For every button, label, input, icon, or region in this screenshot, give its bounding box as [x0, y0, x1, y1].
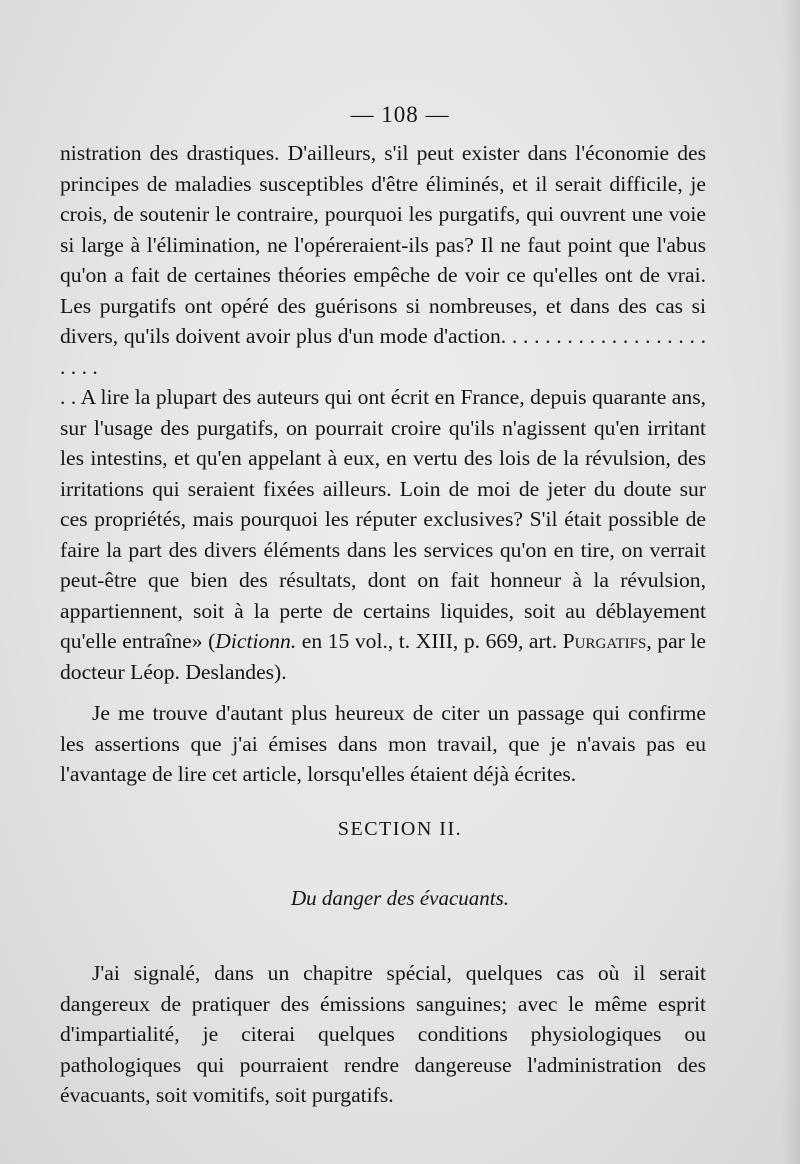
text-block-middle [60, 698, 706, 790]
page-edge-shadow [782, 0, 800, 1164]
citation-title: Dictionn. [215, 629, 297, 653]
page-number: — 108 — [350, 102, 450, 127]
citation-author: , par le docteur Léop. Deslandes). [60, 629, 707, 684]
paragraph-1: nistration des drastiques. D'ailleurs, s'il peut exister dans l'économie des principes de maladies susceptibles d'être éliminés, et il serait difficile, je crois, de soutenir le contraire, pourquoi les purgatifs, qui ouvrent une voie si large à l'élimination, ne l'opéreraient-ils pas? Il ne faut point que l'abus qu'on a fait de certaines théories empêche de voir ce qu'elles ont de vrai. Les purgatifs ont opéré des guérisons si nombreuses, et dans des cas si divers, qu'ils doivent avoir plus d'un mode d'action. . . . . . . . . . . . . . . . . . . . . . . [60, 141, 706, 379]
section-title: SECTION II. [337, 818, 463, 840]
paragraph-4: J'ai signalé, dans un chapitre spécial, quelques cas où il serait dangereux de pratiquer des émissions sanguines; avec le même esprit d'impartialité, je citerai quelques conditions physiologiques ou pathologiques qui pourraient rendre dangereuse l'administration des évacuants, soit vomitifs, soit purgatifs. [60, 961, 706, 1107]
text-block-top [60, 138, 706, 687]
text-block-bottom [60, 958, 706, 1111]
citation-details: en 15 vol., t. XIII, p. 669, art. [296, 629, 563, 653]
paragraph-3: Je me trouve d'autant plus heureux de citer un passage qui confirme les assertions que j'ai émises dans mon travail, que je n'avais pas eu l'avantage de lire cet article, lorsqu'elles étaient déjà écrites. [60, 701, 706, 786]
paragraph-2 [60, 382, 706, 687]
citation-article: Purgatifs [562, 629, 647, 653]
section-subtitle: Du danger des évacuants. [290, 886, 510, 910]
paragraph-2-main: . . A lire la plupart des auteurs qui ont écrit en France, depuis quarante ans, sur l'usage des purgatifs, on pourrait croire qu'ils n'agissent qu'en irritant les intestins, et qu'en appelant à eux, en vertu des lois de la révulsion, des irritations qui seraient fixées ailleurs. Loin de moi de jeter du doute sur ces propriétés, mais pourquoi les réputer exclusives? S'il était possible de faire la part des divers éléments dans les services qu'on en tire, on verrait peut-être que bien des résultats, dont on fait honneur à la révulsion, appartiennent, soit à la perte de certains liquides, soit au déblayement qu'elle entraîne» ( [60, 385, 706, 653]
